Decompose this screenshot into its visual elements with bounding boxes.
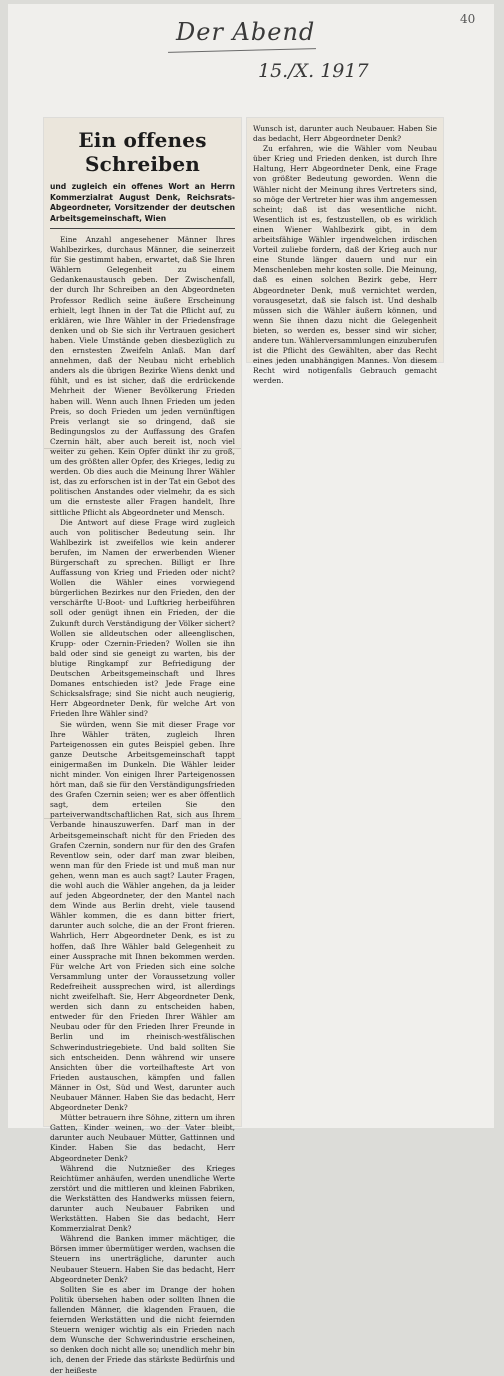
paragraph: Sollten Sie es aber im Drange der hohen Politik übersehen haben oder sollten Ihnen die fallenden Männer, die klagenden Frauen, die feiernden Werkstätten und die nicht feiernden Steuern weniger wichtig als ein Frieden nach dem Wunsche der Schwerindustrie erscheinen, so denken doch nicht alle so; unendlich mehr bin ich, denen der Friede das stärkste Bedürfnis und der heißeste [50, 1284, 235, 1375]
paper-fold [44, 448, 241, 449]
handwritten-newspaper-name: Der Abend [176, 18, 316, 46]
article-body-right [253, 124, 437, 386]
paragraph: Zu erfahren, wie die Wähler vom Neubau über Krieg und Frieden denken, ist durch Ihre Haltung, Herr Abgeordneter Denk, eine Frage von größter Bedeutung geworden. Wenn die Wähler nicht der Meinung ihres Vertreters sind, so möge der Vertreter hier was ihm angemessen scheint; daß ist das wesentliche nicht. Wesentlich ist es, festzustellen, ob es wirklich einen Wiener Wahlbezirk gibt, in dem arbeitsfähige Wähler irgendwelchen irdischen Vorteil zuliebe fordern, daß der Krieg auch nur eine Stunde länger dauern und nur ein Menschenleben mehr kosten solle. Die Meinung, daß es einen solchen Bezirk gebe, Herr Abgeordneter Denk, muß vernichtet werden, vorausgesetzt, daß sie falsch ist. Und deshalb müssen sich die Wähler äußern können, und wenn Sie ihnen dazu nicht die Gelegenheit bieten, so werden es, besser sind wir sicher, andere tun. Wählerversammlungen einzuberufen ist die Pflicht des Gewählten, aber das Recht eines jeden unabhängigen Mannes. Von diesem Recht wird notigenfalls Gebrauch gemacht werden. [253, 144, 437, 386]
paragraph: Die Antwort auf diese Frage wird zugleich auch von politischer Bedeutung sein. Ihr Wahlbezirk ist zweifellos wie kein anderer berufen, im Namen der erwerbenden Wiener Bürgerschaft zu sprechen. Billigt er Ihre Auffassung von Krieg und Frieden oder nicht? Wollen die Wähler eines vorwiegend bürgerlichen Bezirkes nur den Frieden, den der verschärfte U-Boot- und Luftkrieg herbeiführen soll oder genügt ihnen ein Frieden, der die Zukunft durch Verständigung der Völker sichert? Wollen sie alldeutschen oder alleenglischen, Krupp- oder Czernin-Frieden? Wollen sie ihn bald oder sind sie geneigt zu warten, bis der blutige Ringkampf zur Befriedigung der Deutschen Arbeitsgemeinschaft und Ihres Domanes entschieden ist? Jede Frage eine Schicksalsfrage; sind Sie nicht auch neugierig, Herr Abgeordneter Denk, für welche Art von Frieden Ihre Wähler sind? [50, 517, 235, 719]
paragraph: Während die Nutznießer des Krieges Reichtümer anhäufen, werden unendliche Werte zerstört und die mittleren und kleinen Fabriken, die Werkstätten des Handwerks müssen feiern, darunter auch Neubauer Fabriken und Werkstätten. Haben Sie das bedacht, Herr Kommerzialrat Denk? [50, 1163, 235, 1234]
article-subheadline: und zugleich ein offenes Wort an Herrn Kommerzialrat August Denk, Reichsrats-Abgeordneter, Vorsitzender der deutschen Arbeitsgemeinschaft, Wien [50, 182, 235, 229]
paragraph: Während die Banken immer mächtiger, die Börsen immer übermütiger werden, wachsen die Steuern ins unerträgliche, darunter auch Neubauer Steuern. Haben Sie das bedacht, Herr Abgeordneter Denk? [50, 1234, 235, 1284]
paragraph: Eine Anzahl angesehener Männer Ihres Wahlbezirkes, durchaus Männer, die seinerzeit für Sie gestimmt haben, erwartet, daß Sie Ihren Wählern Gelegenheit zu einem Gedankenaustausch geben. Der Zwischenfall, der durch Ihr Schreiben an den Abgeordneten Professor Redlich seine äußere Erscheinung erhielt, legt Ihnen in der Tat die Pflicht auf, zu erklären, wie Ihre Wähler in der Friedensfrage denken und ob Sie sich ihr Vertrauen gesichert haben. Viele Umstände geben diesbezüglich zu den ernstesten Zweifeln Anlaß. Man darf annehmen, daß der Neubau nicht erheblich anders als die übrigen Bezirke Wiens denkt und fühlt, und es ist sicher, daß die erdrückende Mehrheit der Wiener Bevölkerung Frieden haben will. Wenn auch Ihnen Frieden um jeden Preis, so doch Frieden um jeden vernünftigen Preis verlangt sie so dringend, daß sie Bedingungslos zu der Auffassung des Grafen Czernin hält, aber auch bereit ist, noch viel weiter zu gehen. Kein Opfer dünkt ihr zu groß, um des größten aller Opfer, des Krieges, ledig zu werden. Ob dies auch die Meinung Ihrer Wähler ist, das zu erforschen ist in der Tat ein Gebot des politischen Anstandes oder vielmehr, da es sich um die ernsteste aller Fragen handelt, Ihre sittliche Pflicht als Abgeordneter und Mensch. [50, 235, 235, 517]
article-headline: Ein offenes Schreiben [78, 128, 207, 176]
article-body-left [50, 235, 235, 1376]
paragraph: Mütter betrauern ihre Söhne, zittern um ihren Gatten, Kinder weinen, wo der Vater bleibt, darunter auch Neubauer Mütter, Gattinnen und Kinder. Haben Sie das bedacht, Herr Abgeordneter Denk? [50, 1113, 235, 1163]
paper-fold [44, 818, 241, 819]
archive-page-number: 40 [460, 12, 476, 26]
handwritten-underline [168, 48, 316, 53]
paragraph: Sie würden, wenn Sie mit dieser Frage vor Ihre Wähler träten, zugleich Ihren Parteigenossen ein gutes Beispiel geben. Ihre ganze Deutsche Arbeitsgemeinschaft tappt einigermaßen im Dunkeln. Die Wähler leider nicht minder. Von einigen Ihrer Parteigenossen hört man, daß sie für den Verständigungsfrieden des Grafen Czernin seien; wer es aber öffentlich sagt, dem erteilen Sie den parteiverwandtschaftlichen Rat, sich aus Ihrem Verbande hinauszuwerfen. Darf man in der Arbeitsgemeinschaft nicht für den Frieden des Grafen Czernin, sondern nur für den des Grafen Reventlow sein, oder darf man zwar bleiben, wenn man für den Friede ist und muß man nur gehen, wenn man es auch sagt? Lauter Fragen, die wohl auch die Wähler angehen, da ja leider auf jeden Abgeordneter, der den Mantel nach dem Winde aus Berlin dreht, viele tausend Wähler kommen, die es dann bitter friert, darunter auch solche, die an der Front frieren. Wahrlich, Herr Abgeordneter Denk, es ist zu hoffen, daß Ihre Wähler bald Gelegenheit zu einer Aussprache mit Ihnen bekommen werden. Für welche Art von Frieden sich eine solche Versammlung unter der Voraussetzung voller Redefreiheit aussprechen wird, ist allerdings nicht zweifelhaft. Sie, Herr Abgeordneter Denk, werden sich dann zu entscheiden haben, entweder für den Frieden Ihrer Wähler am Neubau oder für den Frieden Ihrer Freunde in Berlin und im rheinisch-westfälischen Schwerindustriegebiete. Und bald sollten Sie sich entscheiden. Denn während wir unsere Ansichten über die vorteilhafteste Art von Frieden austauschen, kämpfen und fallen Männer in Ost, Süd und West, darunter auch Neubauer Männer. Haben Sie das bedacht, Herr Abgeordneter Denk? [50, 719, 235, 1113]
clipping-left-column [44, 118, 241, 1375]
handwritten-date: 15./X. 1917 [258, 60, 369, 82]
clipping-right-column [247, 118, 443, 386]
paragraph: Wunsch ist, darunter auch Neubauer. Haben Sie das bedacht, Herr Abgeordneter Denk? [253, 124, 437, 144]
